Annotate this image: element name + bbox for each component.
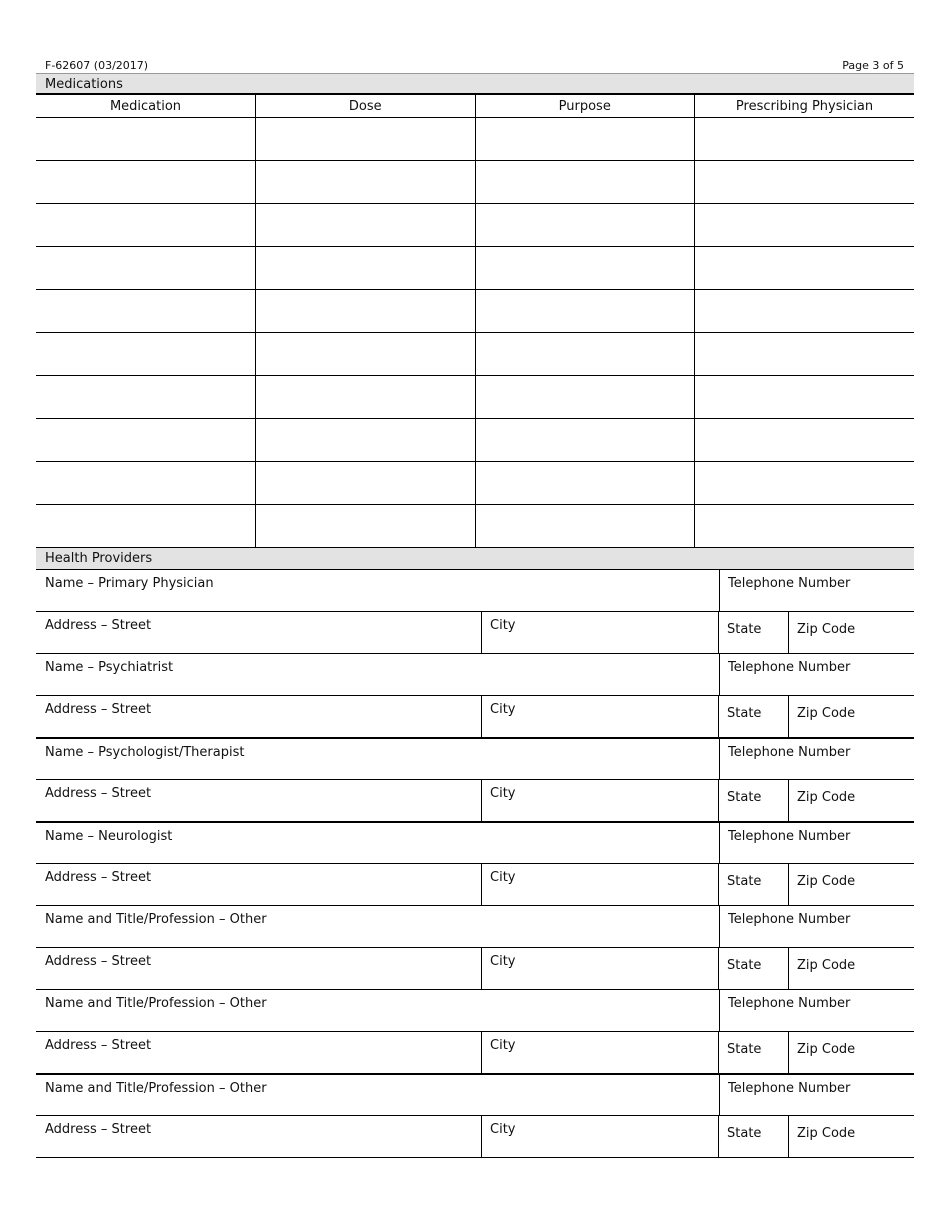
cell-dose[interactable] bbox=[256, 118, 476, 161]
provider-name-label: Name – Psychiatrist bbox=[45, 660, 174, 675]
provider-name-row bbox=[36, 737, 914, 779]
cell-purpose[interactable] bbox=[475, 290, 695, 333]
city-label: City bbox=[490, 1038, 516, 1053]
cell-purpose[interactable] bbox=[475, 333, 695, 376]
city-field[interactable] bbox=[481, 1116, 718, 1157]
cell-medication[interactable] bbox=[36, 462, 256, 505]
zip-field[interactable] bbox=[788, 948, 914, 989]
zip-label: Zip Code bbox=[797, 706, 856, 721]
state-field[interactable] bbox=[718, 864, 788, 905]
cell-dose[interactable] bbox=[256, 333, 476, 376]
provider-address-row bbox=[36, 779, 914, 821]
telephone-label: Telephone Number bbox=[728, 660, 851, 675]
cell-dose[interactable] bbox=[256, 376, 476, 419]
state-label: State bbox=[727, 1126, 762, 1141]
cell-medication[interactable] bbox=[36, 247, 256, 290]
table-row bbox=[36, 419, 914, 462]
cell-physician[interactable] bbox=[695, 204, 915, 247]
cell-purpose[interactable] bbox=[475, 419, 695, 462]
medications-table bbox=[36, 95, 914, 547]
form-id: F-62607 (03/2017) bbox=[45, 59, 149, 72]
city-label: City bbox=[490, 870, 516, 885]
provider-name-label: Name and Title/Profession – Other bbox=[45, 912, 267, 927]
provider-name-field[interactable] bbox=[36, 1075, 719, 1115]
provider-name-field[interactable] bbox=[36, 990, 719, 1031]
provider-name-label: Name – Primary Physician bbox=[45, 576, 214, 591]
state-label: State bbox=[727, 622, 762, 637]
telephone-field[interactable] bbox=[719, 739, 914, 779]
cell-medication[interactable] bbox=[36, 204, 256, 247]
table-row bbox=[36, 290, 914, 333]
cell-physician[interactable] bbox=[695, 462, 915, 505]
provider-name-row bbox=[36, 905, 914, 947]
cell-physician[interactable] bbox=[695, 247, 915, 290]
provider-address-row bbox=[36, 1031, 914, 1073]
col-medication: Medication bbox=[36, 95, 256, 118]
cell-purpose[interactable] bbox=[475, 462, 695, 505]
city-label: City bbox=[490, 786, 516, 801]
cell-purpose[interactable] bbox=[475, 118, 695, 161]
telephone-field[interactable] bbox=[719, 654, 914, 695]
zip-label: Zip Code bbox=[797, 958, 856, 973]
street-label: Address – Street bbox=[45, 1038, 152, 1053]
table-row bbox=[36, 376, 914, 419]
cell-dose[interactable] bbox=[256, 290, 476, 333]
city-label: City bbox=[490, 954, 516, 969]
table-row bbox=[36, 505, 914, 548]
cell-medication[interactable] bbox=[36, 290, 256, 333]
cell-physician[interactable] bbox=[695, 161, 915, 204]
cell-dose[interactable] bbox=[256, 161, 476, 204]
medications-section-header: Medications bbox=[36, 73, 914, 95]
zip-field[interactable] bbox=[788, 612, 914, 653]
provider-address-row bbox=[36, 947, 914, 989]
cell-physician[interactable] bbox=[695, 376, 915, 419]
provider-name-field[interactable] bbox=[36, 570, 719, 611]
provider-name-field[interactable] bbox=[36, 654, 719, 695]
zip-field[interactable] bbox=[788, 864, 914, 905]
street-field[interactable] bbox=[36, 948, 481, 989]
telephone-field[interactable] bbox=[719, 823, 914, 863]
cell-dose[interactable] bbox=[256, 419, 476, 462]
page-number: Page 3 of 5 bbox=[842, 59, 904, 72]
providers-list bbox=[36, 569, 914, 1158]
street-field[interactable] bbox=[36, 780, 481, 821]
health-providers-section-header: Health Providers bbox=[36, 547, 914, 569]
cell-dose[interactable] bbox=[256, 505, 476, 548]
provider-address-row bbox=[36, 1115, 914, 1158]
city-field[interactable] bbox=[481, 696, 718, 737]
cell-dose[interactable] bbox=[256, 462, 476, 505]
city-label: City bbox=[490, 1122, 516, 1137]
state-field[interactable] bbox=[718, 948, 788, 989]
city-label: City bbox=[490, 702, 516, 717]
street-field[interactable] bbox=[36, 864, 481, 905]
city-field[interactable] bbox=[481, 780, 718, 821]
street-label: Address – Street bbox=[45, 870, 152, 885]
cell-purpose[interactable] bbox=[475, 204, 695, 247]
zip-field[interactable] bbox=[788, 1116, 914, 1157]
cell-physician[interactable] bbox=[695, 118, 915, 161]
zip-field[interactable] bbox=[788, 1032, 914, 1073]
cell-physician[interactable] bbox=[695, 290, 915, 333]
col-dose: Dose bbox=[256, 95, 476, 118]
cell-purpose[interactable] bbox=[475, 505, 695, 548]
table-row bbox=[36, 161, 914, 204]
street-field[interactable] bbox=[36, 1032, 481, 1073]
provider-name-label: Name and Title/Profession – Other bbox=[45, 1081, 267, 1096]
provider-name-label: Name – Psychologist/Therapist bbox=[45, 745, 245, 760]
cell-dose[interactable] bbox=[256, 204, 476, 247]
street-label: Address – Street bbox=[45, 954, 152, 969]
cell-physician[interactable] bbox=[695, 333, 915, 376]
zip-field[interactable] bbox=[788, 780, 914, 821]
cell-medication[interactable] bbox=[36, 118, 256, 161]
provider-address-row bbox=[36, 611, 914, 653]
table-row bbox=[36, 204, 914, 247]
provider-name-row bbox=[36, 653, 914, 695]
provider-address-row bbox=[36, 863, 914, 905]
provider-name-label: Name – Neurologist bbox=[45, 829, 173, 844]
provider-name-row bbox=[36, 569, 914, 611]
state-label: State bbox=[727, 874, 762, 889]
telephone-label: Telephone Number bbox=[728, 912, 851, 927]
zip-label: Zip Code bbox=[797, 874, 856, 889]
state-field[interactable] bbox=[718, 696, 788, 737]
table-row bbox=[36, 118, 914, 161]
provider-name-field[interactable] bbox=[36, 823, 719, 863]
telephone-label: Telephone Number bbox=[728, 745, 851, 760]
provider-address-row bbox=[36, 695, 914, 737]
zip-label: Zip Code bbox=[797, 1042, 856, 1057]
street-field[interactable] bbox=[36, 696, 481, 737]
cell-dose[interactable] bbox=[256, 247, 476, 290]
telephone-label: Telephone Number bbox=[728, 829, 851, 844]
telephone-field[interactable] bbox=[719, 1075, 914, 1115]
telephone-label: Telephone Number bbox=[728, 1081, 851, 1096]
table-row bbox=[36, 247, 914, 290]
city-field[interactable] bbox=[481, 864, 718, 905]
street-label: Address – Street bbox=[45, 618, 152, 633]
state-label: State bbox=[727, 790, 762, 805]
cell-medication[interactable] bbox=[36, 505, 256, 548]
provider-name-label: Name and Title/Profession – Other bbox=[45, 996, 267, 1011]
telephone-label: Telephone Number bbox=[728, 576, 851, 591]
col-purpose: Purpose bbox=[475, 95, 695, 118]
cell-medication[interactable] bbox=[36, 419, 256, 462]
provider-name-field[interactable] bbox=[36, 906, 719, 947]
state-field[interactable] bbox=[718, 612, 788, 653]
state-field[interactable] bbox=[718, 1116, 788, 1157]
state-label: State bbox=[727, 706, 762, 721]
table-row bbox=[36, 333, 914, 376]
col-prescribing-physician: Prescribing Physician bbox=[695, 95, 915, 118]
cell-physician[interactable] bbox=[695, 419, 915, 462]
telephone-field[interactable] bbox=[719, 570, 914, 611]
city-field[interactable] bbox=[481, 612, 718, 653]
street-field[interactable] bbox=[36, 612, 481, 653]
provider-name-field[interactable] bbox=[36, 739, 719, 779]
street-label: Address – Street bbox=[45, 702, 152, 717]
zip-field[interactable] bbox=[788, 696, 914, 737]
state-field[interactable] bbox=[718, 780, 788, 821]
provider-name-row bbox=[36, 989, 914, 1031]
city-label: City bbox=[490, 618, 516, 633]
telephone-field[interactable] bbox=[719, 990, 914, 1031]
zip-label: Zip Code bbox=[797, 622, 856, 637]
state-field[interactable] bbox=[718, 1032, 788, 1073]
form-body bbox=[36, 73, 914, 1158]
street-label: Address – Street bbox=[45, 1122, 152, 1137]
telephone-label: Telephone Number bbox=[728, 996, 851, 1011]
cell-purpose[interactable] bbox=[475, 247, 695, 290]
provider-name-row bbox=[36, 1073, 914, 1115]
zip-label: Zip Code bbox=[797, 1126, 856, 1141]
state-label: State bbox=[727, 958, 762, 973]
state-label: State bbox=[727, 1042, 762, 1057]
city-field[interactable] bbox=[481, 948, 718, 989]
provider-name-row bbox=[36, 821, 914, 863]
cell-medication[interactable] bbox=[36, 333, 256, 376]
cell-physician[interactable] bbox=[695, 505, 915, 548]
cell-purpose[interactable] bbox=[475, 161, 695, 204]
city-field[interactable] bbox=[481, 1032, 718, 1073]
zip-label: Zip Code bbox=[797, 790, 856, 805]
street-label: Address – Street bbox=[45, 786, 152, 801]
telephone-field[interactable] bbox=[719, 906, 914, 947]
cell-purpose[interactable] bbox=[475, 376, 695, 419]
cell-medication[interactable] bbox=[36, 161, 256, 204]
cell-medication[interactable] bbox=[36, 376, 256, 419]
street-field[interactable] bbox=[36, 1116, 481, 1157]
table-row bbox=[36, 462, 914, 505]
